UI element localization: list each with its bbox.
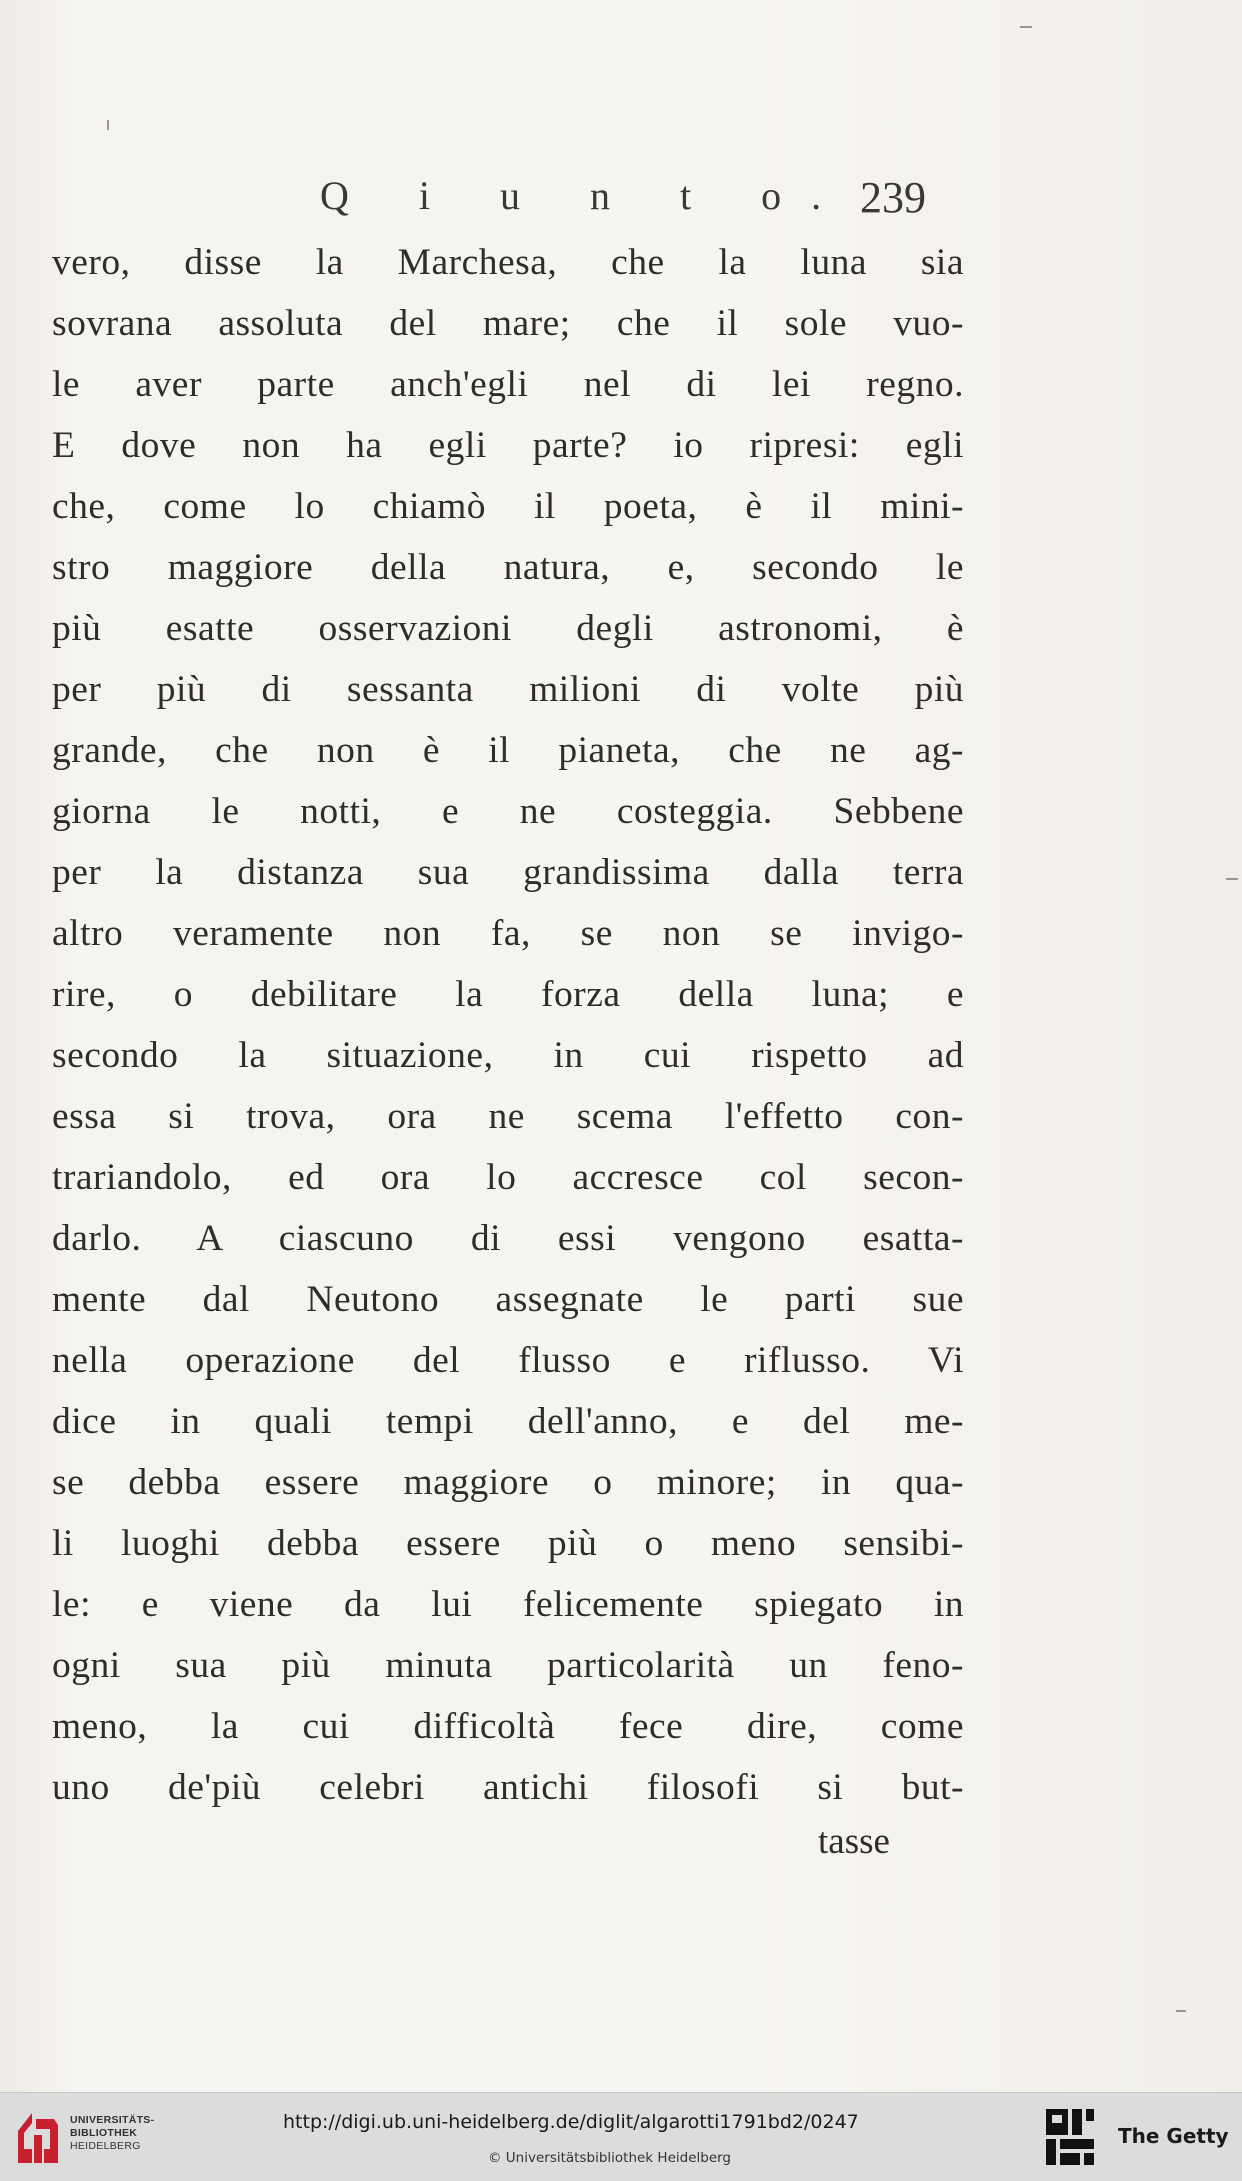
- paper-speck: [107, 120, 109, 130]
- paper-speck: [1020, 26, 1032, 28]
- text-line: giorna le notti, e ne costeggia. Sebbene: [52, 791, 964, 832]
- text-line: le aver parte anch'egli nel di lei regno.: [52, 364, 964, 405]
- text-line: rire, o debilitare la forza della luna; e: [52, 974, 964, 1015]
- text-line: E dove non ha egli parte? io ripresi: egli: [52, 425, 964, 466]
- text-line: darlo. A ciascuno di essi vengono esatta-: [52, 1218, 964, 1259]
- getty-logo-icon: [1044, 2107, 1096, 2167]
- page-number: 239: [860, 173, 926, 222]
- copyright-notice: © Universitätsbibliothek Heidelberg: [488, 2150, 732, 2166]
- text-line: vero, disse la Marchesa, che la luna sia: [52, 242, 964, 283]
- university-library-name-line: UNIVERSITÄTS-: [70, 2114, 155, 2126]
- text-line: per più di sessanta milioni di volte più: [52, 669, 964, 710]
- text-line: essa si trova, ora ne scema l'effetto con-: [52, 1096, 964, 1137]
- text-line: che, come lo chiamò il poeta, è il mini-: [52, 486, 964, 527]
- text-line: se debba essere maggiore o minore; in qua-: [52, 1462, 964, 1503]
- text-line: mente dal Neutono assegnate le parti sue: [52, 1279, 964, 1320]
- text-line: trariandolo, ed ora lo accresce col secon-: [52, 1157, 964, 1198]
- text-line: per la distanza sua grandissima dalla terra: [52, 852, 964, 893]
- permalink-url[interactable]: http://digi.ub.uni-heidelberg.de/diglit/algarotti1791bd2/0247: [283, 2111, 859, 2133]
- text-line: ogni sua più minuta particolarità un feno-: [52, 1645, 964, 1686]
- text-line: stro maggiore della natura, e, secondo le: [52, 547, 964, 588]
- text-line: li luoghi debba essere più o meno sensibi-: [52, 1523, 964, 1564]
- paper-speck: [1226, 878, 1238, 880]
- running-head: Q i u n t o.: [320, 173, 852, 218]
- text-line: grande, che non è il pianeta, che ne ag-: [52, 730, 964, 771]
- university-library-name: [70, 2114, 154, 2153]
- text-line: secondo la situazione, in cui rispetto ad: [52, 1035, 964, 1076]
- text-line: dice in quali tempi dell'anno, e del me-: [52, 1401, 964, 1442]
- text-line: più esatte osservazioni degli astronomi, è: [52, 608, 964, 649]
- text-line: le: e viene da lui felicemente spiegato in: [52, 1584, 964, 1625]
- getty-name: The Getty: [1118, 2124, 1229, 2148]
- university-library-name-line: HEIDELBERG: [70, 2140, 141, 2152]
- text-line: sovrana assoluta del mare; che il sole vuo-: [52, 303, 964, 344]
- university-library-logo-icon: [14, 2109, 62, 2167]
- paper-speck: [1176, 2010, 1186, 2012]
- footer-bar: [0, 2092, 1242, 2181]
- text-line: altro veramente non fa, se non se invigo-: [52, 913, 964, 954]
- body-text: [52, 232, 964, 1818]
- text-line: uno de'più celebri antichi filosofi si but-: [52, 1767, 964, 1808]
- university-library-name-line: BIBLIOTHEK: [70, 2127, 138, 2139]
- text-line: nella operazione del flusso e riflusso. Vi: [52, 1340, 964, 1381]
- catchword: tasse: [818, 1821, 890, 1862]
- text-line: meno, la cui difficoltà fece dire, come: [52, 1706, 964, 1747]
